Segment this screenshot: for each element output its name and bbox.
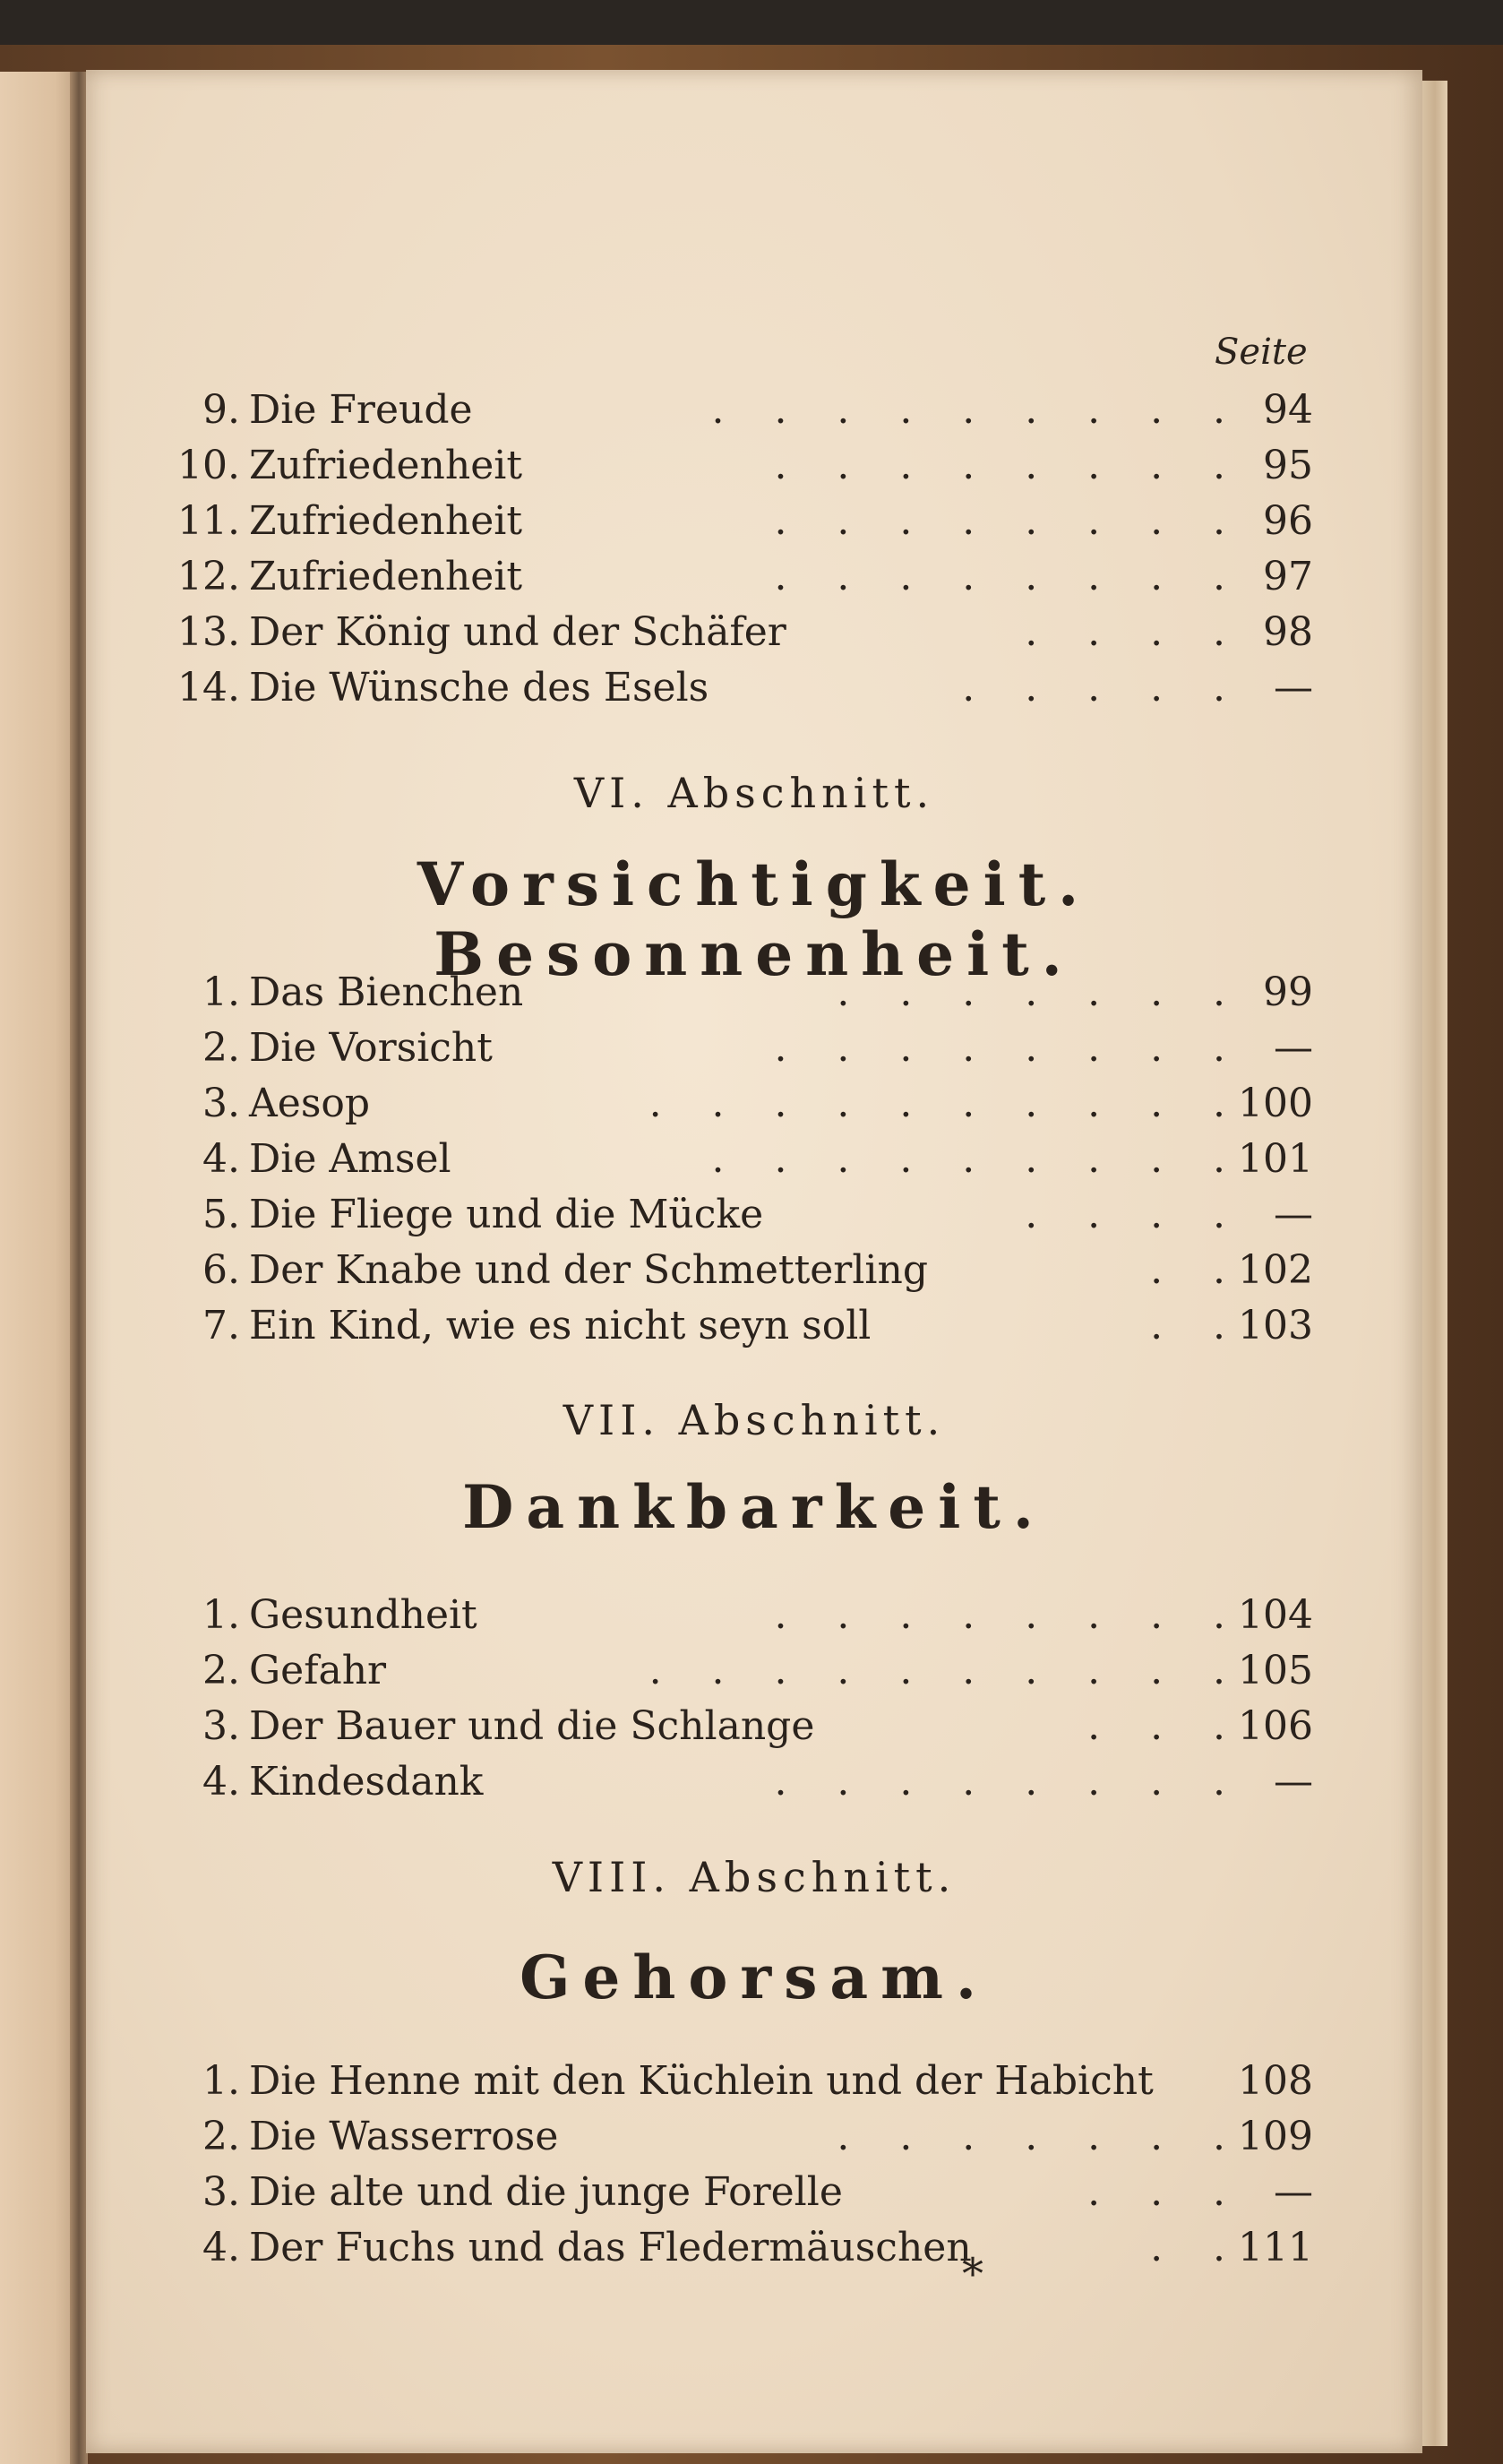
toc-entry bbox=[86, 1077, 1422, 1131]
entry-title: Die Wasserrose bbox=[249, 2114, 559, 2159]
leader-dots: . . . . bbox=[1025, 609, 1225, 655]
table-of-contents bbox=[86, 70, 1422, 2453]
entry-number: 1. bbox=[202, 1592, 240, 1638]
left-page-edge bbox=[0, 72, 79, 2464]
entry-number: 13. bbox=[177, 609, 240, 655]
entry-title: Der König und der Schäfer bbox=[249, 609, 786, 655]
leader-dots: . . . . . . . . bbox=[774, 554, 1225, 599]
toc-entry bbox=[86, 495, 1422, 548]
entry-page: 100 bbox=[1238, 1081, 1313, 1126]
entry-number: 11. bbox=[177, 498, 240, 544]
entry-title: Aesop bbox=[249, 1081, 371, 1126]
toc-entry bbox=[86, 2221, 1422, 2275]
entry-page: 94 bbox=[1263, 387, 1313, 433]
entry-title: Ein Kind, wie es nicht seyn soll bbox=[249, 1303, 872, 1348]
entry-number: 4. bbox=[202, 1759, 240, 1805]
entry-number: 1. bbox=[202, 2058, 240, 2104]
entry-page: 111 bbox=[1238, 2225, 1313, 2270]
entry-title: Der Knabe und der Schmetterling bbox=[249, 1247, 928, 1293]
toc-entry bbox=[86, 2110, 1422, 2164]
entry-title: Der Fuchs und das Fledermäuschen bbox=[249, 2225, 972, 2270]
leader-dots: . . bbox=[1150, 2225, 1225, 2270]
leader-dots: . . bbox=[1150, 1247, 1225, 1293]
leader-dots: . . . . . . . . . . bbox=[648, 1081, 1225, 1126]
entry-number: 5. bbox=[202, 1192, 240, 1237]
entry-title: Die Wünsche des Esels bbox=[249, 665, 709, 711]
entry-number: 12. bbox=[177, 554, 240, 599]
entry-page: 105 bbox=[1238, 1648, 1313, 1693]
toc-entry bbox=[86, 1644, 1422, 1698]
leader-dots: . . . . . . . bbox=[837, 969, 1225, 1015]
entry-title: Kindesdank bbox=[249, 1759, 484, 1805]
book-gutter bbox=[70, 72, 88, 2464]
leader-dots: . . . . . . . . bbox=[774, 443, 1225, 488]
entry-title: Die Amsel bbox=[249, 1136, 451, 1182]
leader-dots: . . . . . . . . bbox=[774, 498, 1225, 544]
toc-entry bbox=[86, 1188, 1422, 1242]
section-label: VIII. Abschnitt. bbox=[552, 1853, 957, 1901]
section-label: VI. Abschnitt. bbox=[573, 769, 935, 817]
entry-page: 95 bbox=[1263, 443, 1313, 488]
entry-title: Gefahr bbox=[249, 1648, 387, 1693]
entry-page: 109 bbox=[1238, 2114, 1313, 2159]
entry-number: 3. bbox=[202, 1703, 240, 1749]
toc-entry bbox=[86, 1021, 1422, 1075]
section-heading: Gehorsam. bbox=[520, 1943, 989, 2012]
entry-title: Der Bauer und die Schlange bbox=[249, 1703, 815, 1749]
entry-page: — bbox=[1274, 1192, 1313, 1237]
entry-number: 2. bbox=[202, 2114, 240, 2159]
entry-title: Das Bienchen bbox=[249, 969, 524, 1015]
entry-page: 106 bbox=[1238, 1703, 1313, 1749]
leader-dots: . . . . . bbox=[962, 665, 1225, 711]
entry-page: 97 bbox=[1263, 554, 1313, 599]
leader-dots: . . . . . . . bbox=[837, 2114, 1225, 2159]
toc-entry bbox=[86, 661, 1422, 715]
toc-entry bbox=[86, 606, 1422, 659]
leader-dots: . . . bbox=[1087, 1703, 1225, 1749]
entry-title: Die Vorsicht bbox=[249, 1025, 493, 1071]
entry-page: — bbox=[1274, 2169, 1313, 2215]
toc-entry bbox=[86, 1244, 1422, 1297]
toc-entry bbox=[86, 2166, 1422, 2219]
entry-page: 102 bbox=[1238, 1247, 1313, 1293]
book-page bbox=[86, 70, 1422, 2453]
entry-page: — bbox=[1274, 665, 1313, 711]
entry-page: 99 bbox=[1263, 969, 1313, 1015]
entry-title: Die Fliege und die Mücke bbox=[249, 1192, 764, 1237]
entry-number: 4. bbox=[202, 1136, 240, 1182]
entry-title: Die Freude bbox=[249, 387, 473, 433]
entry-page: 108 bbox=[1238, 2058, 1313, 2104]
entry-number: 2. bbox=[202, 1025, 240, 1071]
entry-page: 96 bbox=[1263, 498, 1313, 544]
entry-number: 1. bbox=[202, 969, 240, 1015]
entry-number: 4. bbox=[202, 2225, 240, 2270]
toc-entry bbox=[86, 1133, 1422, 1186]
toc-entry bbox=[86, 2055, 1422, 2108]
toc-entry bbox=[86, 966, 1422, 1020]
entry-page: — bbox=[1274, 1025, 1313, 1071]
leader-dots: . . . bbox=[1087, 2169, 1225, 2215]
entry-number: 9. bbox=[202, 387, 240, 433]
entry-title: Gesundheit bbox=[249, 1592, 477, 1638]
leader-dots: . . . . . . . . . bbox=[711, 1136, 1225, 1182]
entry-number: 3. bbox=[202, 2169, 240, 2215]
leader-dots: . . bbox=[1150, 1303, 1225, 1348]
page-column-label: Seite bbox=[1215, 332, 1308, 373]
toc-entry bbox=[86, 1755, 1422, 1809]
section-label: VII. Abschnitt. bbox=[563, 1396, 946, 1444]
entry-number: 14. bbox=[177, 665, 240, 711]
entry-title: Zufriedenheit bbox=[249, 443, 523, 488]
entry-number: 10. bbox=[177, 443, 240, 488]
entry-title: Zufriedenheit bbox=[249, 554, 523, 599]
leader-dots: . . . . . . . . bbox=[774, 1592, 1225, 1638]
section-heading: Vorsichtigkeit. Besonnenheit. bbox=[417, 849, 1092, 989]
leader-dots: . . . . . . . . . bbox=[711, 387, 1225, 433]
entry-number: 6. bbox=[202, 1247, 240, 1293]
entry-page: 101 bbox=[1238, 1136, 1313, 1182]
toc-entry bbox=[86, 1589, 1422, 1642]
leader-dots: . . . . . . . . bbox=[774, 1759, 1225, 1805]
entry-title: Die Henne mit den Küchlein und der Habicht bbox=[249, 2058, 1154, 2104]
leader-dots: . . . . bbox=[1025, 1192, 1225, 1237]
leader-dots: . . . . . . . . . . bbox=[648, 1648, 1225, 1693]
entry-page: 103 bbox=[1238, 1303, 1313, 1348]
toc-entry bbox=[86, 550, 1422, 604]
entry-number: 2. bbox=[202, 1648, 240, 1693]
toc-entry bbox=[86, 1299, 1422, 1353]
entry-page: — bbox=[1274, 1759, 1313, 1805]
toc-entry bbox=[86, 383, 1422, 437]
entry-page: 104 bbox=[1238, 1592, 1313, 1638]
section-heading: Dankbarkeit. bbox=[462, 1472, 1046, 1542]
entry-title: Die alte und die junge Forelle bbox=[249, 2169, 843, 2215]
entry-page: 98 bbox=[1263, 609, 1313, 655]
toc-entry bbox=[86, 1700, 1422, 1753]
leader-dots: . . . . . . . . bbox=[774, 1025, 1225, 1071]
signature-mark: * bbox=[962, 2249, 983, 2299]
entry-number: 3. bbox=[202, 1081, 240, 1126]
entry-title: Zufriedenheit bbox=[249, 498, 523, 544]
page-stack-edge bbox=[1422, 81, 1447, 2446]
entry-number: 7. bbox=[202, 1303, 240, 1348]
toc-entry bbox=[86, 439, 1422, 493]
